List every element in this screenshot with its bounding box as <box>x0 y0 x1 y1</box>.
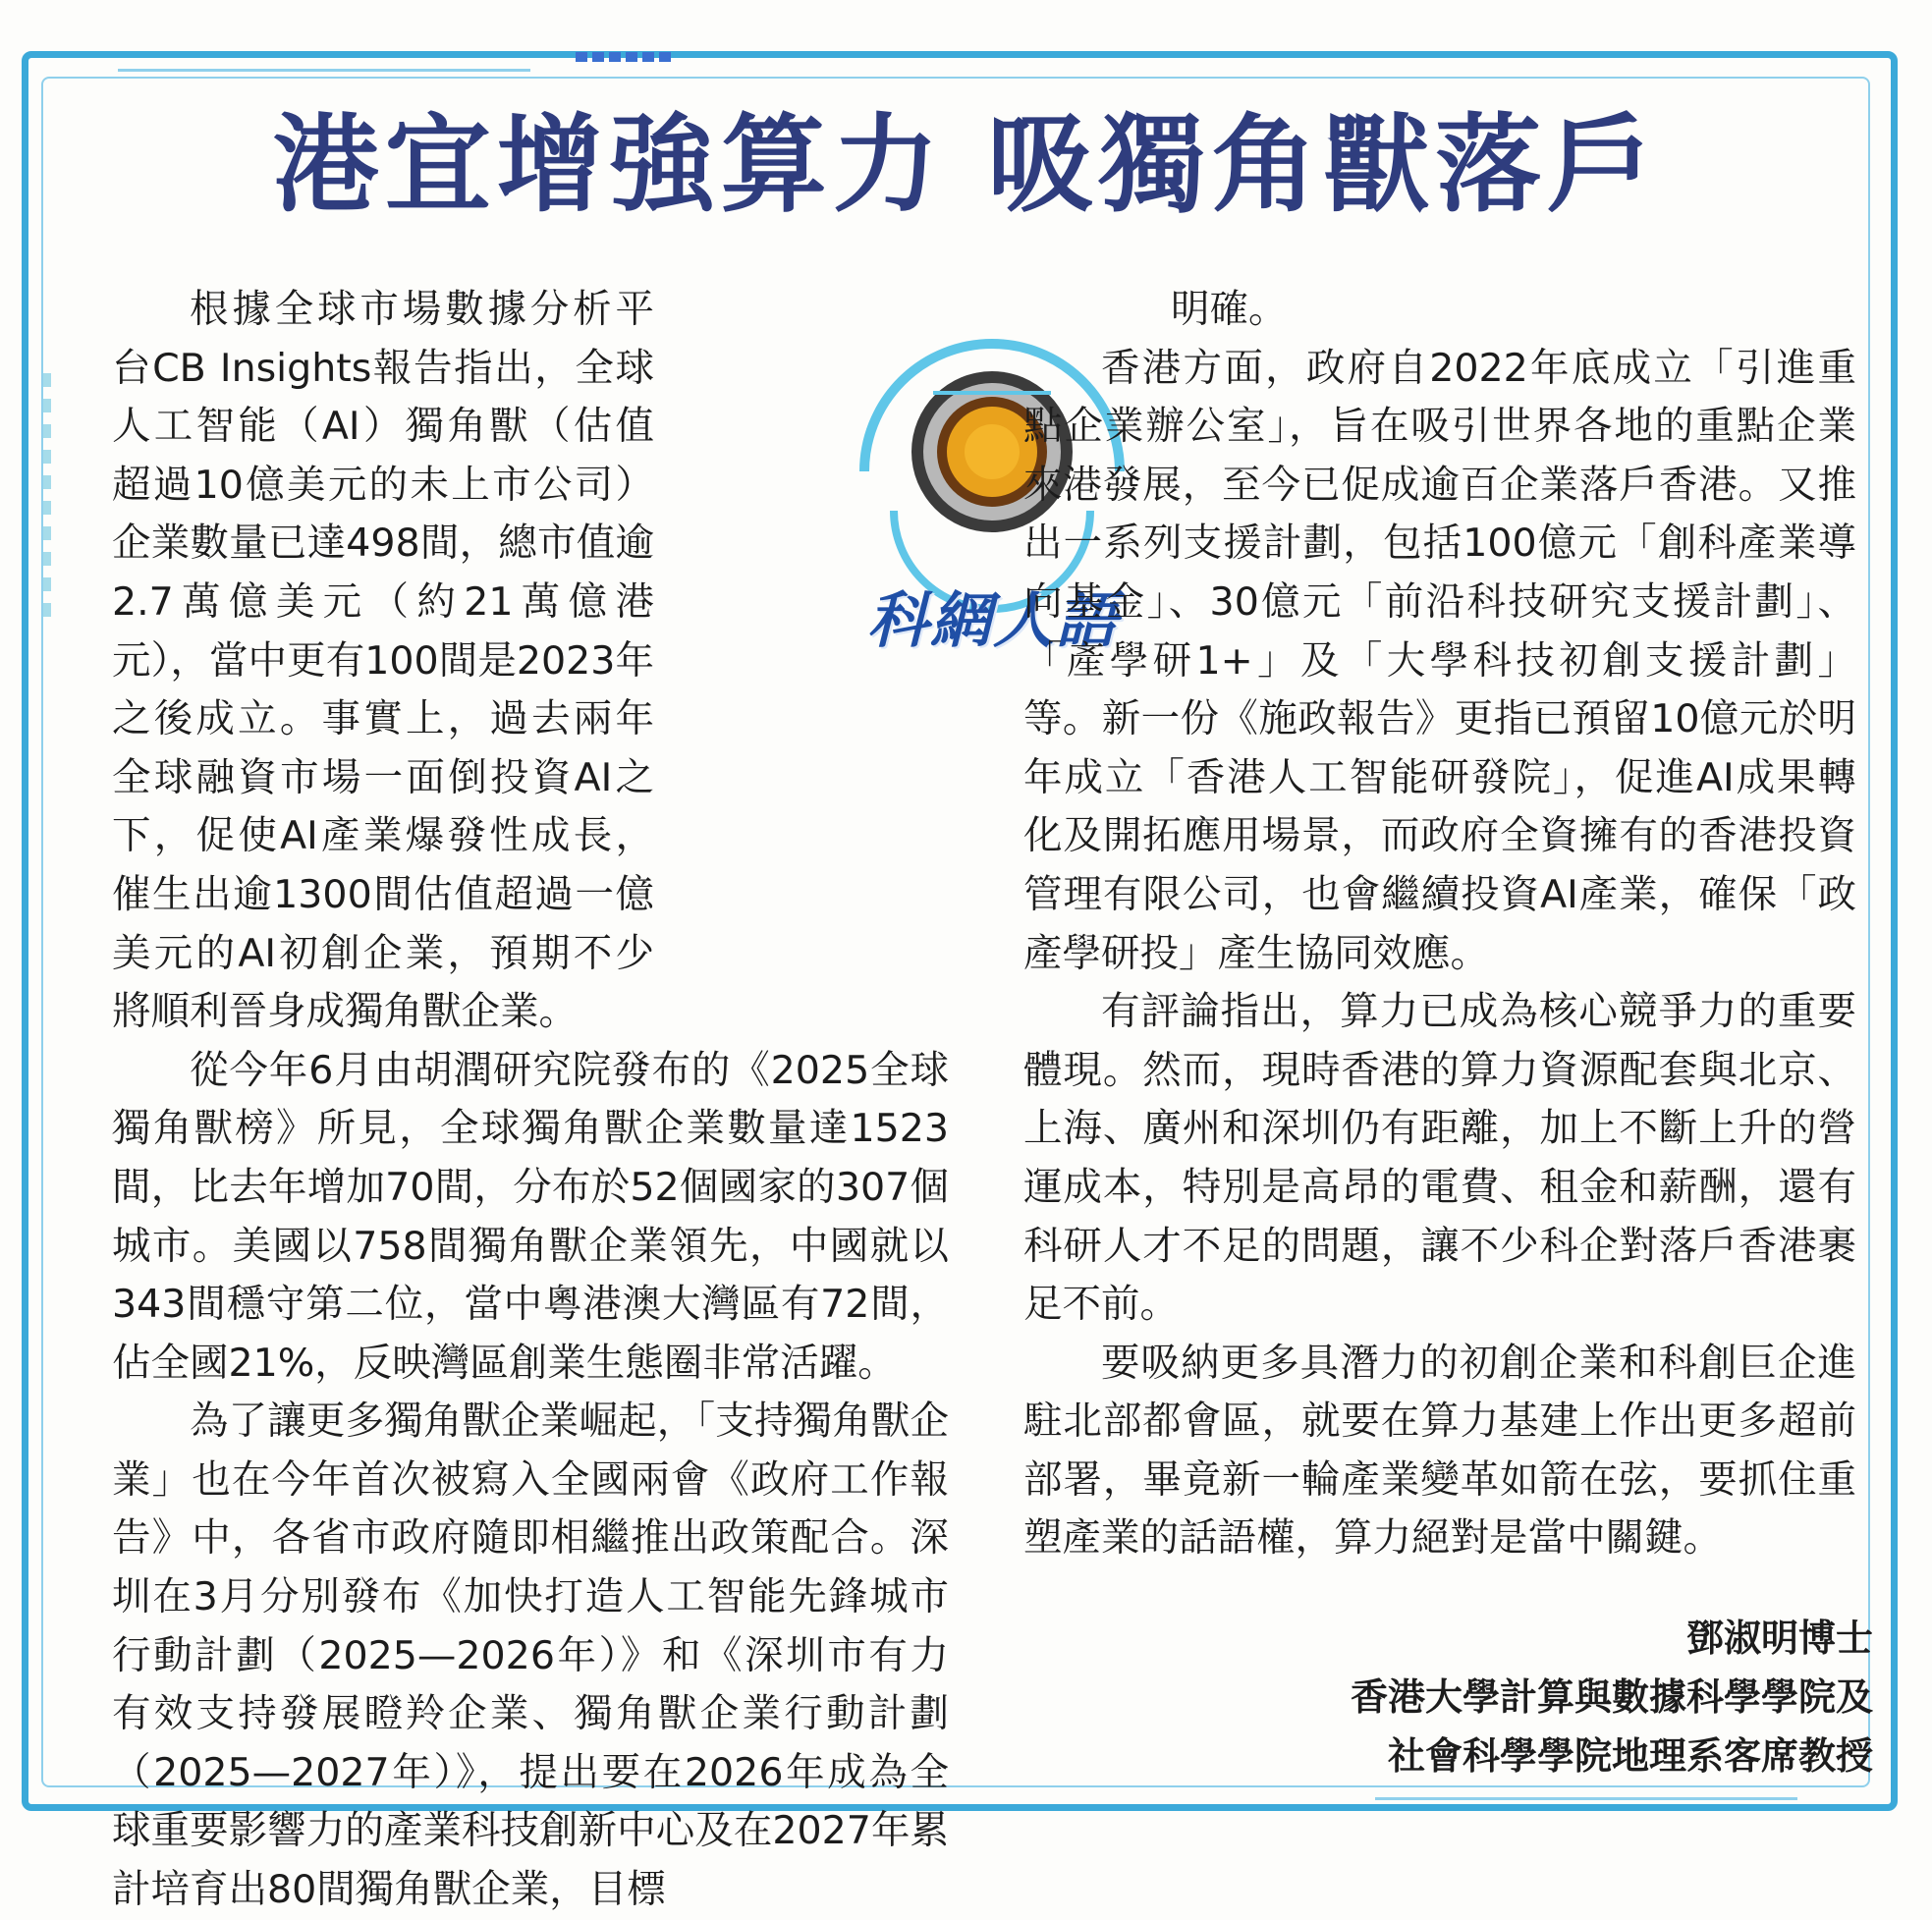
column-label: 科網人語 <box>866 584 1119 656</box>
right-paragraph-1: 明確。 <box>1171 287 1288 332</box>
author-name: 鄧淑明博士 <box>1685 1617 1873 1660</box>
left-column <box>112 281 949 1920</box>
frame-dots-decoration <box>576 47 676 66</box>
right-paragraph-4: 要吸納更多具潛力的初創企業和科創巨企進駐北部都會區，就要在算力基建上作出更多超前部署，畢竟新一輪產業變革如箭在弦，要抓住重塑產業的話語權，算力絕對是當中關鍵。 <box>1023 1340 1856 1562</box>
headline: 港宜增強算力 吸獨角獸落戶 <box>272 103 1660 227</box>
left-paragraph-2: 從今年6月由胡潤研究院發布的《2025全球獨角獸榜》所見，全球獨角獸企業數量達1523間，比去年增加70間，分布於52個國家的307個城市。美國以758間獨角獸企業領先，中國就以343間穩守第二位，當中粵港澳大灣區有72間，佔全國21%，反映灣區創業生態圈非常活躍。 <box>112 1047 949 1386</box>
author-title-line-2: 社會科學學院地理系客席教授 <box>1387 1734 1873 1778</box>
right-paragraph-3: 有評論指出，算力已成為核心競爭力的重要體現。然而，現時香港的算力資源配套與北京、上海、廣州和深圳仍有距離，加上不斷上升的營運成本，特別是高昂的電費、租金和薪酬，還有科研人才不足的問題，讓不少科企對落戶香港裹足不前。 <box>1023 989 1856 1328</box>
circuit-line <box>1375 1797 1797 1800</box>
circuit-line <box>118 69 530 72</box>
right-column <box>1023 281 1856 1568</box>
frame-side-decoration <box>43 373 53 629</box>
left-paragraph-3: 為了讓更多獨角獸企業崛起，「支持獨角獸企業」也在今年首次被寫入全國兩會《政府工作報告》中，各省市政府隨即相繼推出政策配合。深圳在3月分別發布《加快打造人工智能先鋒城市行動計劃（2025—2026年）》和《深圳市有力有效支持發展瞪羚企業、獨角獸企業行動計劃（2025—2027年）》，提出要在2026年成為全球重要影響力的產業科技創新中心及在2027年累計培育出80間獨角獸企業，目標 <box>112 1399 949 1913</box>
left-paragraph-1: 根據全球市場數據分析平台CB Insights報告指出，全球人工智能（AI）獨角獸（估值超過10億美元的未上市公司）企業數量已達498間，總市值逾2.7萬億美元（約21萬億港元），當中更有100間是2023年之後成立。事實上，過去兩年全球融資市場一面倒投資AI之下，促使AI產業爆發性成長，催生出逾1300間估值超過一億美元的AI初創企業，預期不少將順利晉身成獨角獸企業。 <box>112 287 654 1035</box>
right-paragraph-2: 香港方面，政府自2022年底成立「引進重點企業辦公室」，旨在吸引世界各地的重點企業來港發展，至今已促成逾百企業落戶香港。又推出一系列支援計劃，包括100億元「創科產業導向基金」、30億元「前沿科技研究支援計劃」、「產學研1+」及「大學科技初創支援計劃」等。新一份《施政報告》更指已預留10億元於明年成立「香港人工智能研發院」，促進AI成果轉化及開拓應用場景，而政府全資擁有的香港投資管理有限公司，也會繼續投資AI產業，確保「政產學研投」產生協同效應。 <box>1023 345 1856 976</box>
author-title-line-1: 香港大學計算與數據科學學院及 <box>1350 1675 1873 1719</box>
